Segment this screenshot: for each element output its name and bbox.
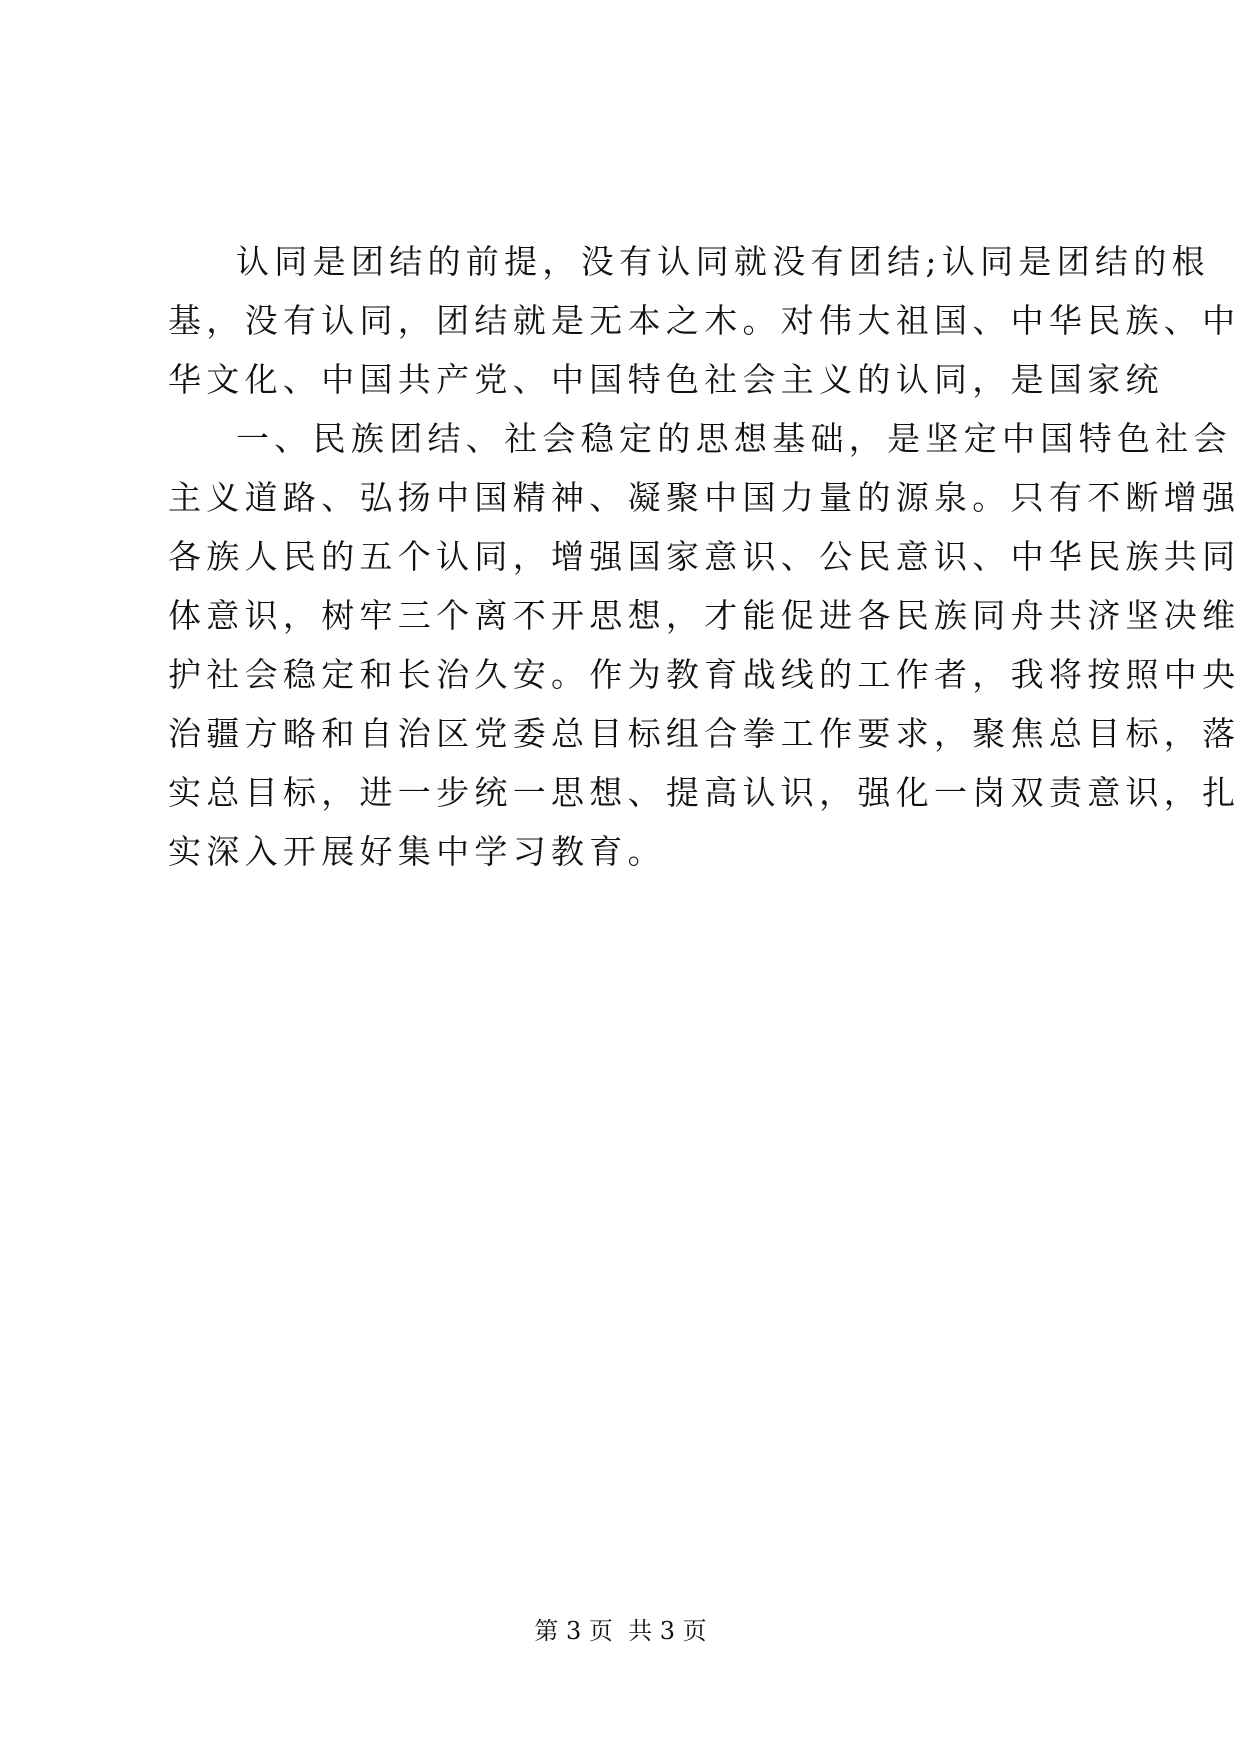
- paragraph-2-line-7: 实总目标，进一步统一思想、提高认识，强化一岗双责意识，扎: [168, 773, 1241, 812]
- paragraph-2-line-1: 一、民族团结、社会稳定的思想基础，是坚定中国特色社会: [236, 419, 1232, 458]
- page-number-footer: 第 3 页 共 3 页: [534, 1617, 707, 1645]
- paragraph-2-line-4: 体意识，树牢三个离不开思想，才能促进各民族同舟共济坚决维: [168, 596, 1241, 635]
- document-body: [168, 232, 1241, 881]
- paragraph-1-line-2: 基，没有认同，团结就是无本之木。对伟大祖国、中华民族、中: [168, 301, 1241, 340]
- paragraph-2-line-3: 各族人民的五个认同，增强国家意识、公民意识、中华民族共同: [168, 537, 1241, 576]
- paragraph-2-line-6: 治疆方略和自治区党委总目标组合拳工作要求，聚焦总目标，落: [168, 714, 1241, 753]
- paragraph-2-line-5: 护社会稳定和长治久安。作为教育战线的工作者，我将按照中央: [168, 655, 1241, 694]
- paragraph-2-line-8: 实深入开展好集中学习教育。: [168, 832, 666, 871]
- paragraph-2-line-2: 主义道路、弘扬中国精神、凝聚中国力量的源泉。只有不断增强: [168, 478, 1241, 517]
- paragraph-1-line-3: 华文化、中国共产党、中国特色社会主义的认同，是国家统: [168, 360, 1164, 399]
- paragraph-1-line-1: 认同是团结的前提，没有认同就没有团结;认同是团结的根: [236, 242, 1210, 281]
